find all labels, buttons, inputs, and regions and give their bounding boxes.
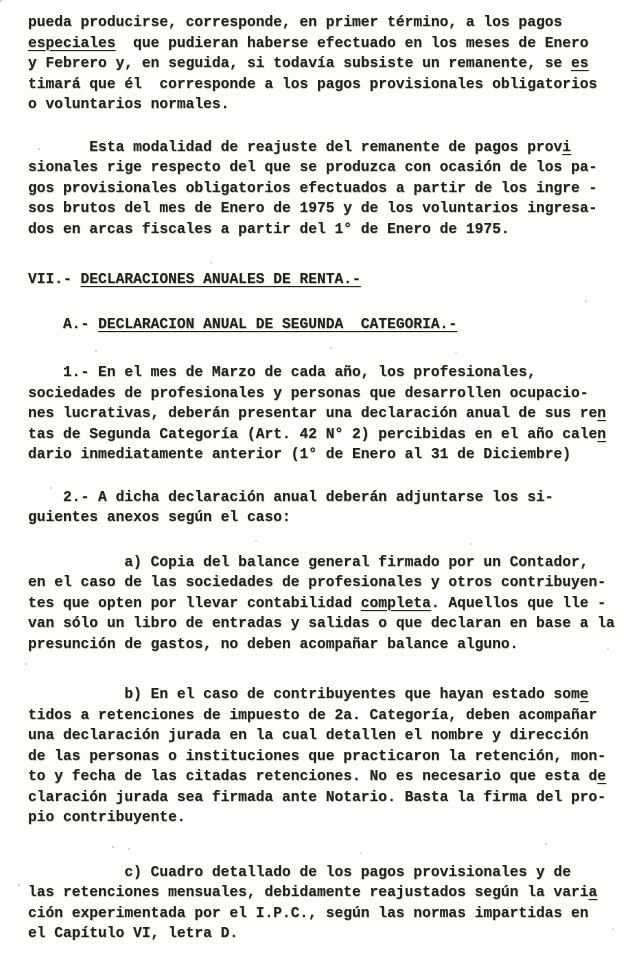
text-line xyxy=(28,573,616,594)
text-segment: sionales rige respecto del que se produzca con ocasión de los pa- xyxy=(28,160,598,176)
text-segment: pio contribuyente. xyxy=(28,810,186,826)
text-segment: claración jurada sea firmada ante Notario. Basta la firma del pro- xyxy=(28,789,607,806)
text-line xyxy=(28,614,616,635)
text-segment: o voluntarios normales. xyxy=(28,97,230,113)
text-segment: el Capítulo VI, letra D. xyxy=(28,926,239,942)
text-line xyxy=(28,788,616,809)
underlined-text-segment: DECLARACION ANUAL DE SEGUNDA CATEGORIA.- xyxy=(98,316,458,333)
text-segment: 1.- En el mes de Marzo de cada año, los profesionales, xyxy=(28,365,536,381)
underlined-text-segment: n xyxy=(597,426,607,443)
text-segment: 2.- A dicha declaración anual deberán adjuntarse los si- xyxy=(28,489,554,506)
text-segment: presunción de gastos, no deben acompañar balance alguno. xyxy=(28,636,519,653)
text-segment: tas de Segunda Categoría (Art. 42 N° 2) percibidas en el año cale xyxy=(28,426,598,443)
item-b xyxy=(28,685,616,829)
text-segment: de las personas o instituciones que practicaron la retención, mon- xyxy=(28,748,607,765)
text-line xyxy=(28,54,616,75)
text-segment: gos provisionales obligatorios efectuados a partir de los ingre - xyxy=(28,180,598,197)
text-line xyxy=(28,808,616,829)
text-line xyxy=(28,404,616,425)
text-line xyxy=(28,75,616,96)
text-segment: b) En el caso de contribuyentes que hayan estado som xyxy=(28,687,580,703)
underlined-text-segment: e xyxy=(597,769,607,785)
text-line xyxy=(28,706,616,727)
subsection-heading-a xyxy=(28,315,616,336)
text-segment: y Febrero y, en seguida, si todavía subsiste un remanente, se xyxy=(28,56,571,72)
text-segment: van sólo un libro de entradas y salidas o que declaran en base a la xyxy=(28,616,615,632)
text-line xyxy=(28,220,616,241)
text-line xyxy=(28,726,616,747)
underlined-text-segment: es xyxy=(570,56,589,72)
text-segment: . Aquellos que lle - xyxy=(430,595,607,612)
paragraph-reajuste xyxy=(28,138,616,241)
text-segment: dos en arcas fiscales a partir del 1° de Enero de 1975. xyxy=(28,221,510,238)
text-segment: timará que él corresponde a los pagos provisionales obligatorios xyxy=(28,76,598,93)
text-segment: sociedades de profesionales y personas que desarrollen ocupacio- xyxy=(28,385,589,402)
text-line xyxy=(28,685,616,706)
text-line xyxy=(28,508,616,529)
text-line xyxy=(28,34,616,55)
text-segment: to y fecha de las citadas retenciones. No es necesario que esta d xyxy=(28,769,598,785)
text-line xyxy=(28,924,616,945)
text-line xyxy=(28,767,616,788)
text-line xyxy=(28,13,616,34)
text-line xyxy=(28,445,616,466)
text-line xyxy=(28,315,616,336)
item-c xyxy=(28,863,616,945)
text-line xyxy=(28,553,616,574)
underlined-text-segment: DECLARACIONES ANUALES DE RENTA.- xyxy=(80,272,361,288)
text-segment: nes lucrativas, deberán presentar una declaración anual de sus re xyxy=(28,406,598,422)
underlined-text-segment: n xyxy=(597,406,607,422)
text-segment: dario inmediatamente anterior (1° de Enero al 31 de Diciembre) xyxy=(28,447,571,463)
paragraph-1 xyxy=(28,363,616,466)
text-line xyxy=(28,904,616,925)
text-line xyxy=(28,883,616,904)
underlined-text-segment: i xyxy=(562,139,571,156)
text-segment: guientes anexos según el caso: xyxy=(28,510,291,526)
text-line xyxy=(28,95,616,116)
text-line xyxy=(28,199,616,220)
text-line xyxy=(28,179,616,200)
text-line xyxy=(28,158,616,179)
text-line xyxy=(28,488,616,509)
text-segment: tes que opten por llevar contabilidad xyxy=(28,595,361,612)
text-line xyxy=(28,635,616,656)
underlined-text-segment: a xyxy=(588,885,598,901)
text-segment: c) Cuadro detallado de los pagos provisionales y de xyxy=(28,864,571,881)
text-segment: a) Copia del balance general firmado por un Contador, xyxy=(28,554,589,571)
text-segment: ción experimentada por el I.P.C., según las normas impartidas en xyxy=(28,905,589,922)
text-segment: las retenciones mensuales, debidamente reajustados según la vari xyxy=(28,885,589,901)
underlined-text-segment: completa xyxy=(360,595,431,612)
text-line xyxy=(28,747,616,768)
text-segment: que pudieran haberse efectuado en los meses de Enero xyxy=(115,35,589,52)
text-segment: tidos a retenciones de impuesto de 2a. Categoría, deben acompañar xyxy=(28,707,598,724)
text-line xyxy=(28,138,616,159)
paragraph-2 xyxy=(28,488,616,529)
text-segment: en el caso de las sociedades de profesionales y otros contribuyen- xyxy=(28,575,607,591)
text-segment: Esta modalidad de reajuste del remanente de pagos prov xyxy=(28,139,563,156)
opening-paragraph xyxy=(28,13,616,116)
text-segment: una declaración jurada en la cual detallen el nombre y dirección xyxy=(28,728,589,744)
text-segment: sos brutos del mes de Enero de 1975 y de los voluntarios ingresa- xyxy=(28,201,598,217)
section-heading-vii xyxy=(28,270,616,291)
text-segment: A.- xyxy=(28,316,99,333)
underlined-text-segment: e xyxy=(579,687,589,703)
underlined-text-segment: especiales xyxy=(28,35,116,52)
text-line xyxy=(28,363,616,384)
item-a xyxy=(28,553,616,656)
text-segment: VII.- xyxy=(28,272,81,288)
text-line xyxy=(28,594,616,615)
text-line xyxy=(28,863,616,884)
text-segment: pueda producirse, corresponde, en primer término, a los pagos xyxy=(28,15,563,31)
text-line xyxy=(28,270,616,291)
text-line xyxy=(28,425,616,446)
text-line xyxy=(28,384,616,405)
